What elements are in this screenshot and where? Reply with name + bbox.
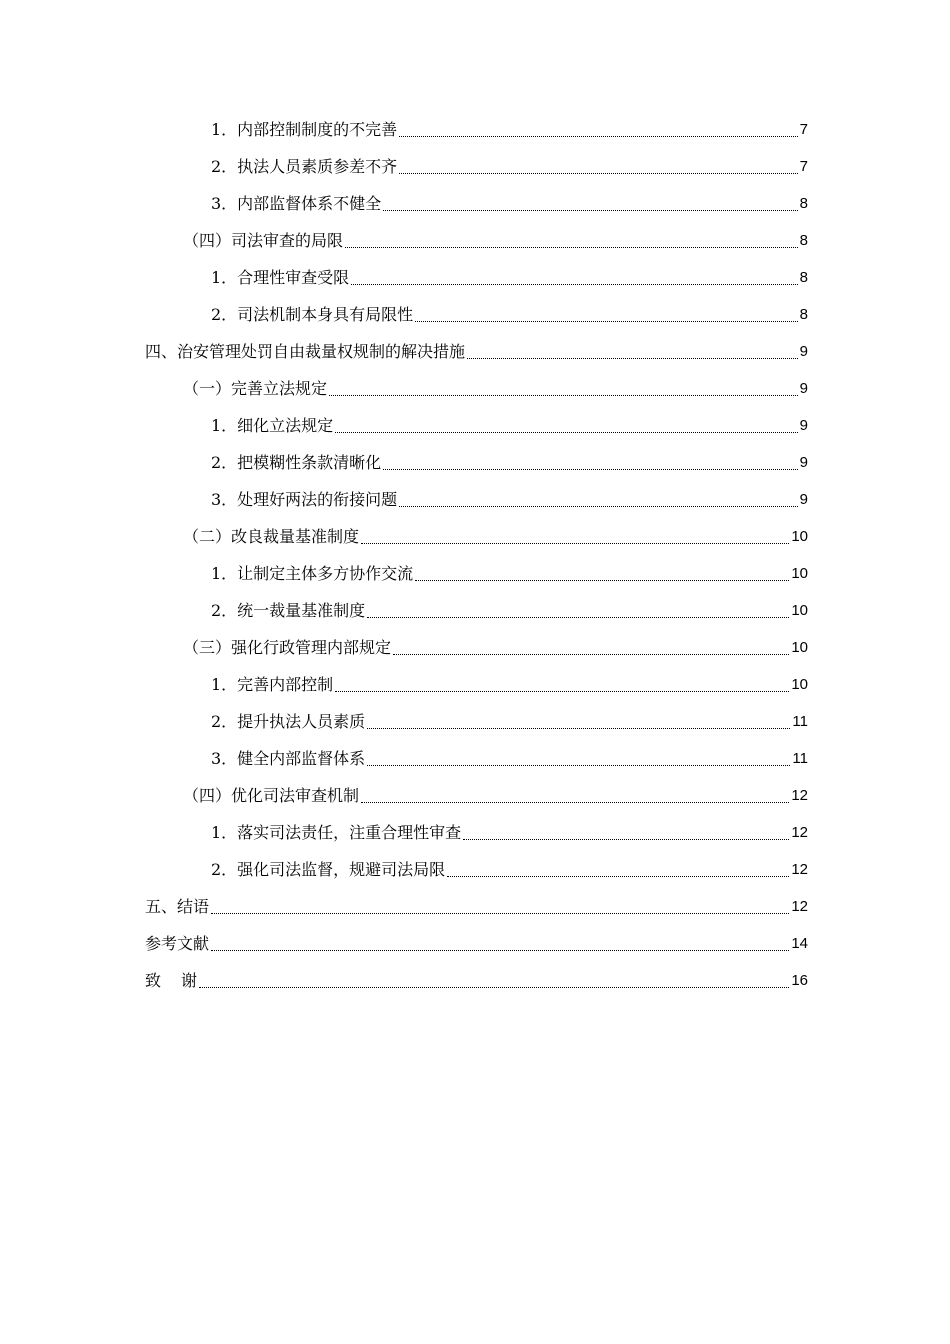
toc-entry-page: 9 (799, 454, 808, 471)
toc-entry[interactable] (211, 406, 808, 443)
toc-entry-page: 11 (792, 750, 808, 767)
toc-entry-label: 参考文献 (145, 934, 210, 953)
toc-entry-page: 10 (791, 565, 808, 582)
toc-entry[interactable] (145, 961, 808, 998)
toc-entry[interactable] (211, 184, 808, 221)
dot-leader (335, 690, 789, 692)
toc-entry-label-char: 致 (145, 971, 162, 990)
toc-entry-label: （三）强化行政管理内部规定 (183, 638, 392, 657)
toc-entry[interactable] (183, 628, 808, 665)
dot-leader (361, 801, 789, 803)
dot-leader (383, 209, 797, 211)
toc-entry[interactable] (211, 665, 808, 702)
dot-leader (211, 912, 789, 914)
dot-leader (329, 394, 798, 396)
toc-entry-page: 9 (799, 491, 808, 508)
dot-leader (211, 949, 789, 951)
dot-leader (399, 135, 797, 137)
toc-entry-label-char: 谢 (181, 971, 198, 990)
toc-entry[interactable] (183, 776, 808, 813)
toc-entry-page: 16 (791, 972, 808, 989)
toc-entry-page: 14 (791, 935, 808, 952)
toc-entry-page: 10 (791, 602, 808, 619)
toc-entry-page: 8 (799, 306, 808, 323)
toc-entry[interactable] (211, 110, 808, 147)
toc-entry[interactable] (183, 369, 808, 406)
toc-entry[interactable] (211, 147, 808, 184)
dot-leader (415, 320, 797, 322)
toc-entry-page: 12 (791, 861, 808, 878)
toc-entry-label: （四）优化司法审查机制 (183, 786, 360, 805)
dot-leader (345, 246, 798, 248)
toc-entry-page: 11 (792, 713, 808, 730)
toc-entry-label: 1．完善内部控制 (211, 675, 334, 694)
toc-entry[interactable] (145, 924, 808, 961)
toc-entry-page: 10 (791, 639, 808, 656)
toc-entry-label: 2．司法机制本身具有局限性 (211, 305, 414, 324)
toc-entry[interactable] (211, 480, 808, 517)
dot-leader (367, 616, 789, 618)
dot-leader (361, 542, 789, 544)
toc-entry[interactable] (183, 517, 808, 554)
dot-leader (351, 283, 797, 285)
toc-entry-page: 10 (791, 676, 808, 693)
dot-leader (399, 505, 797, 507)
toc-entry-page: 12 (791, 898, 808, 915)
toc-entry-page: 9 (799, 343, 808, 360)
toc-entry-page: 8 (799, 195, 808, 212)
toc-entry-page: 7 (799, 158, 808, 175)
toc-entry-label: （一）完善立法规定 (183, 379, 328, 398)
dot-leader (467, 357, 798, 359)
dot-leader (367, 764, 790, 766)
toc-entry-page: 9 (799, 417, 808, 434)
toc-entry-label: 四、治安管理处罚自由裁量权规制的解决措施 (145, 342, 466, 361)
toc-entry-page: 10 (791, 528, 808, 545)
toc-entry-label: 2．强化司法监督，规避司法局限 (211, 860, 446, 879)
toc-entry-page: 8 (799, 232, 808, 249)
dot-leader (199, 986, 789, 988)
dot-leader (415, 579, 789, 581)
toc-entry-label: 1．内部控制制度的不完善 (211, 120, 398, 139)
dot-leader (447, 875, 789, 877)
dot-leader (393, 653, 789, 655)
toc-entry-page: 8 (799, 269, 808, 286)
toc-entry-label: 3．健全内部监督体系 (211, 749, 366, 768)
toc-entry[interactable] (211, 591, 808, 628)
toc-entry[interactable] (145, 887, 808, 924)
toc-entry-label: 2．把模糊性条款清晰化 (211, 453, 382, 472)
toc-entry-label: 1．落实司法责任，注重合理性审查 (211, 823, 462, 842)
dot-leader (463, 838, 789, 840)
toc-entry-label: 1．细化立法规定 (211, 416, 334, 435)
toc-entry-label: （二）改良裁量基准制度 (183, 527, 360, 546)
toc-entry-page: 12 (791, 787, 808, 804)
toc-entry[interactable] (183, 221, 808, 258)
toc-entry-label: 3．处理好两法的衔接问题 (211, 490, 398, 509)
dot-leader (367, 727, 790, 729)
toc-entry[interactable] (211, 850, 808, 887)
toc-entry-label: 1．合理性审查受限 (211, 268, 350, 287)
toc-entry[interactable] (211, 443, 808, 480)
dot-leader (383, 468, 797, 470)
dot-leader (399, 172, 797, 174)
toc-entry-label: 1．让制定主体多方协作交流 (211, 564, 414, 583)
toc-entry[interactable] (211, 258, 808, 295)
toc-entry-label: 五、结语 (145, 897, 210, 916)
toc-entry-label: （四）司法审查的局限 (183, 231, 344, 250)
toc-entry-label (145, 971, 197, 991)
toc-entry-page: 7 (799, 121, 808, 138)
toc-entry-page: 9 (799, 380, 808, 397)
toc-entry[interactable] (211, 295, 808, 332)
toc-entry[interactable] (145, 332, 808, 369)
dot-leader (335, 431, 797, 433)
toc-entry-page: 12 (791, 824, 808, 841)
toc-entry[interactable] (211, 554, 808, 591)
toc-entry[interactable] (211, 702, 808, 739)
toc-entry-label: 2．执法人员素质参差不齐 (211, 157, 398, 176)
toc-entry-label: 2．提升执法人员素质 (211, 712, 366, 731)
toc-entry-label: 3．内部监督体系不健全 (211, 194, 382, 213)
toc-entry[interactable] (211, 739, 808, 776)
toc-entry[interactable] (211, 813, 808, 850)
toc-entry-label: 2．统一裁量基准制度 (211, 601, 366, 620)
